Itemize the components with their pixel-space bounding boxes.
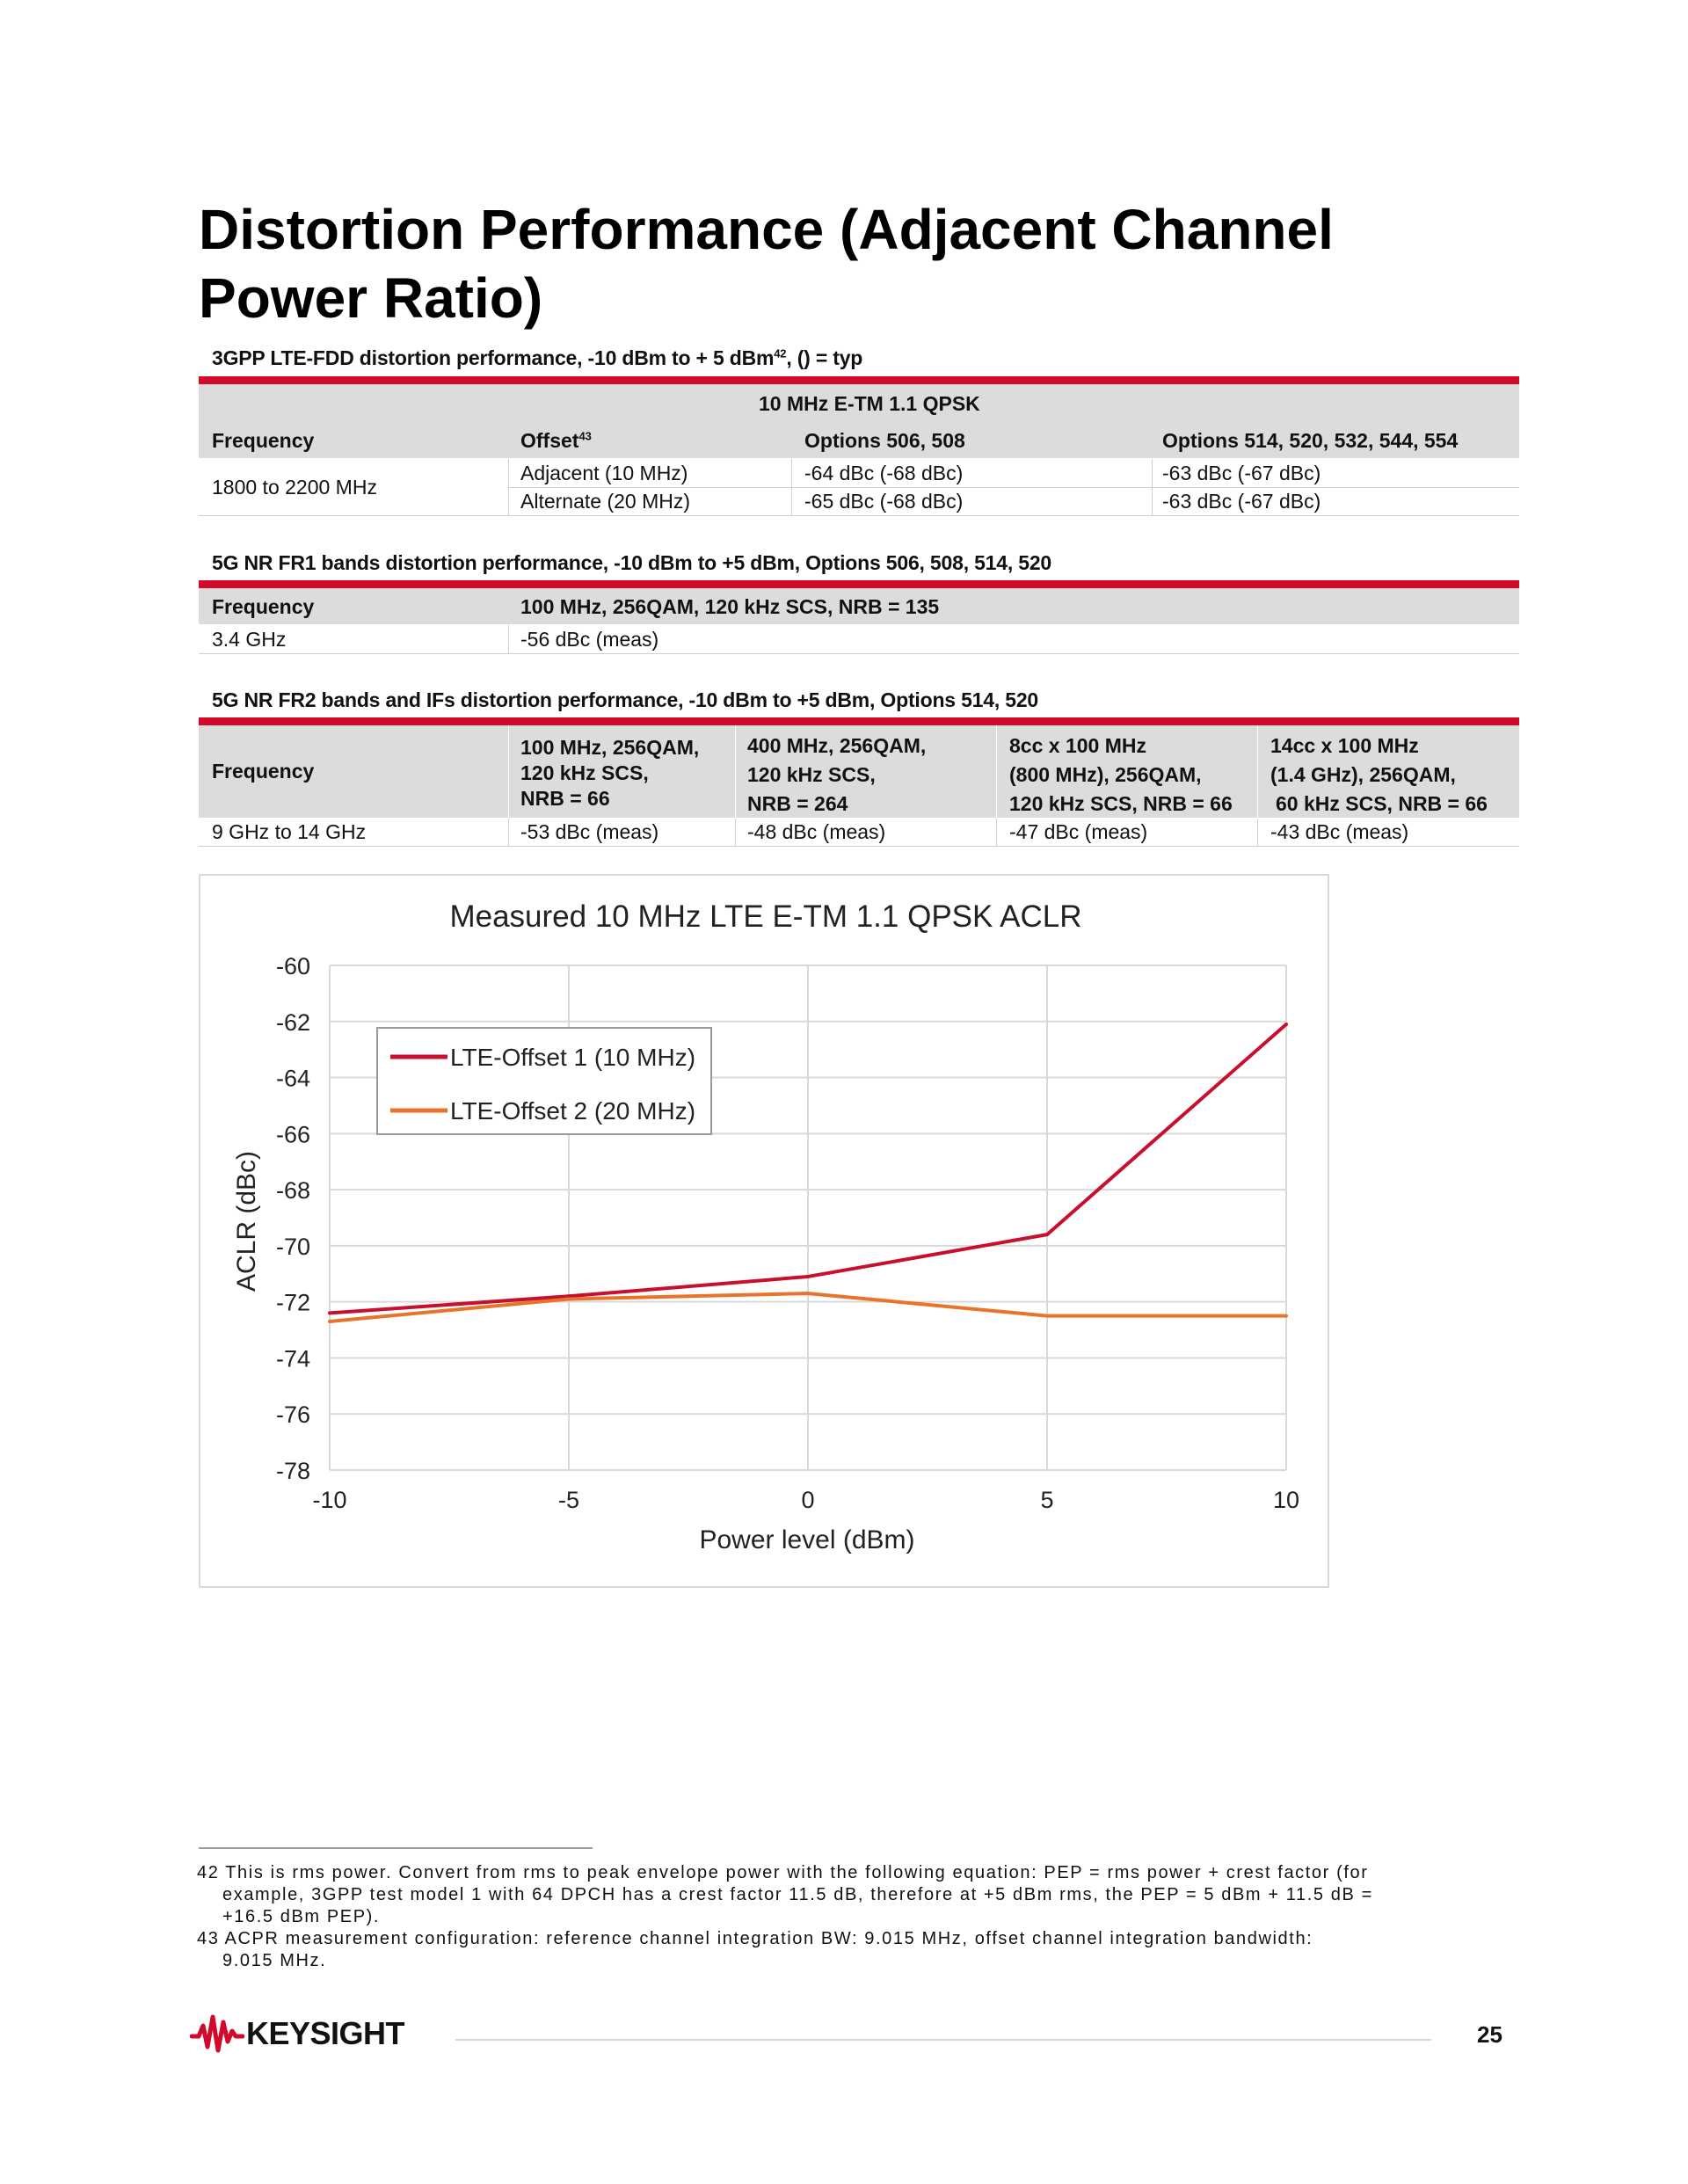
footnote-separator [199,1847,593,1849]
table3-col3-header [1009,732,1233,819]
table1-col-offset [520,429,592,453]
table1-accent-bar [199,376,1519,384]
y-tick-label: -72 [275,1289,310,1316]
table3-accent-bar [199,717,1519,725]
table1-row2-offset: Alternate (20 MHz) [520,490,691,513]
brand-name: KEYSIGHT [246,2015,405,2051]
y-tick-label: -76 [275,1401,310,1429]
series-1-point [1045,1233,1049,1236]
footnote-ref-43[interactable]: 43 [578,429,592,443]
footnote-42: 42 This is rms power. Convert from rms to peak envelope power with the following equation: PEP = rms power + crest factor (for [197,1863,1369,1882]
series-1-point [328,1311,331,1314]
series-2-point [1284,1314,1288,1318]
table3-col-frequency: Frequency [212,760,315,783]
table3-col4-line: 60 kHz SCS, NRB = 66 [1276,792,1488,815]
table2-caption: 5G NR FR1 bands distortion performance, -10 dBm to +5 dBm, Options 506, 508, 514, 520 [212,551,1052,574]
table1-row1-offset: Adjacent (10 MHz) [520,462,688,484]
table1-col-offset-label: Offset [520,429,579,452]
table1-col-frequency: Frequency [212,429,315,452]
legend-label: LTE-Offset 1 (10 MHz) [450,1044,696,1071]
table3-bottom-rule [199,846,1519,847]
table3-value-1: -53 dBc (meas) [520,820,659,843]
table1-caption-suffix: , () = typ [786,346,863,369]
table2-bottom-rule [199,653,1519,654]
table1-col-opt2: Options 514, 520, 532, 544, 554 [1162,429,1459,452]
table3-value-3: -47 dBc (meas) [1009,820,1148,843]
y-tick-label: -66 [275,1121,310,1148]
table3-col1-line: NRB = 66 [520,787,610,810]
y-tick-label: -64 [275,1065,310,1092]
table1-row2-opt1: -65 dBc (-68 dBc) [804,490,964,513]
chart-title: Measured 10 MHz LTE E-TM 1.1 QPSK ACLR [449,899,1082,934]
table2-frequency: 3.4 GHz [212,628,287,651]
table3-divider [508,819,509,846]
footnote-43: 43 ACPR measurement configuration: reference channel integration BW: 9.015 MHz, offset channel integration bandwidth: [197,1929,1313,1948]
table2-col-frequency: Frequency [212,595,315,618]
series-1-point [806,1275,810,1278]
x-tick-label: 10 [1272,1487,1300,1513]
table1-row1-opt2: -63 dBc (-67 dBc) [1162,462,1321,484]
table3-col1-line: 120 kHz SCS, [520,761,649,784]
table3-divider [735,819,736,846]
table1-row-divider [508,487,1519,488]
footnote-43-cont: 9.015 MHz. [222,1951,327,1970]
x-tick-label: -10 [312,1487,347,1513]
table3-col2-line: NRB = 264 [747,792,848,815]
table3-frequency: 9 GHz to 14 GHz [212,820,367,843]
table3-col3-line: (800 MHz), 256QAM, [1009,763,1202,786]
table2-accent-bar [199,580,1519,588]
chart-legend [377,1028,711,1134]
table1-frequency: 1800 to 2200 MHz [212,476,377,499]
table1-col-opt1: Options 506, 508 [804,429,965,452]
table2-col-config: 100 MHz, 256QAM, 120 kHz SCS, NRB = 135 [520,595,940,618]
y-tick-label: -60 [275,953,310,979]
table1-caption [212,346,862,370]
y-tick-label: -74 [275,1345,310,1372]
y-tick-label: -70 [275,1233,310,1260]
table3-col4-line: (1.4 GHz), 256QAM, [1270,763,1456,786]
table3-divider [1257,819,1258,846]
table3-col2-line: 120 kHz SCS, [747,763,876,786]
table1-bottom-rule [199,515,1519,516]
footnote-42-cont: +16.5 dBm PEP). [222,1907,381,1926]
footnotes [197,1862,1533,1972]
table1-row1-opt1: -64 dBc (-68 dBc) [804,462,964,484]
chart-x-axis-label: Power level (dBm) [699,1525,915,1554]
table3-col4-line: 14cc x 100 MHz [1270,734,1419,757]
table3-col3-line: 8cc x 100 MHz [1009,734,1146,757]
table1-group-header: 10 MHz E-TM 1.1 QPSK [759,392,980,415]
x-tick-label: -5 [557,1487,580,1513]
footnote-ref-42[interactable]: 42 [774,346,787,360]
brand-logo[interactable] [190,2013,404,2054]
table1-caption-text: 3GPP LTE-FDD distortion performance, -10 dBm to + 5 dBm [212,346,775,369]
y-tick-label: -62 [275,1008,310,1036]
table3-col3-line: 120 kHz SCS, NRB = 66 [1009,792,1233,815]
legend-label: LTE-Offset 2 (20 MHz) [450,1097,696,1125]
page-title-line2: Power Ratio) [199,266,543,330]
chart-frame [199,874,1329,1588]
table3-divider [996,819,997,846]
page-title-line1: Distortion Performance (Adjacent Channel [199,198,1334,261]
chart-y-axis-label: ACLR (dBc) [232,1150,261,1292]
page-number: 25 [1477,2021,1502,2048]
y-tick-label: -68 [275,1177,310,1205]
table3-col1-line: 100 MHz, 256QAM, [520,736,700,759]
x-tick-label: 0 [801,1487,815,1513]
table3-caption: 5G NR FR2 bands and IFs distortion performance, -10 dBm to +5 dBm, Options 514, 520 [212,688,1039,711]
x-tick-label: 5 [1040,1487,1054,1513]
y-tick-label: -78 [275,1458,310,1484]
table3-value-2: -48 dBc (meas) [747,820,886,843]
page-title [199,195,1517,332]
footer-rule [455,2039,1431,2041]
table3-col2-header [747,732,926,819]
footnote-42-cont: example, 3GPP test model 1 with 64 DPCH has a crest factor 11.5 dB, therefore at +5 dBm rms, the PEP = 5 dBm + 11.5 dB = [222,1885,1373,1904]
table2-value: -56 dBc (meas) [520,628,659,651]
series-2-point [806,1292,810,1295]
table3-col2-line: 400 MHz, 256QAM, [747,734,927,757]
series-2-point [1045,1314,1049,1318]
keysight-wave-icon [190,2013,244,2054]
table2-divider [508,625,509,653]
series-2-point [328,1320,331,1323]
table3-value-4: -43 dBc (meas) [1270,820,1409,843]
series-1-point [1284,1023,1288,1026]
series-2-point [567,1297,571,1300]
table1-row2-opt2: -63 dBc (-67 dBc) [1162,490,1321,513]
aclr-chart [200,876,1328,1586]
table3-col4-header [1270,732,1488,819]
table3-col1-header [520,735,699,812]
